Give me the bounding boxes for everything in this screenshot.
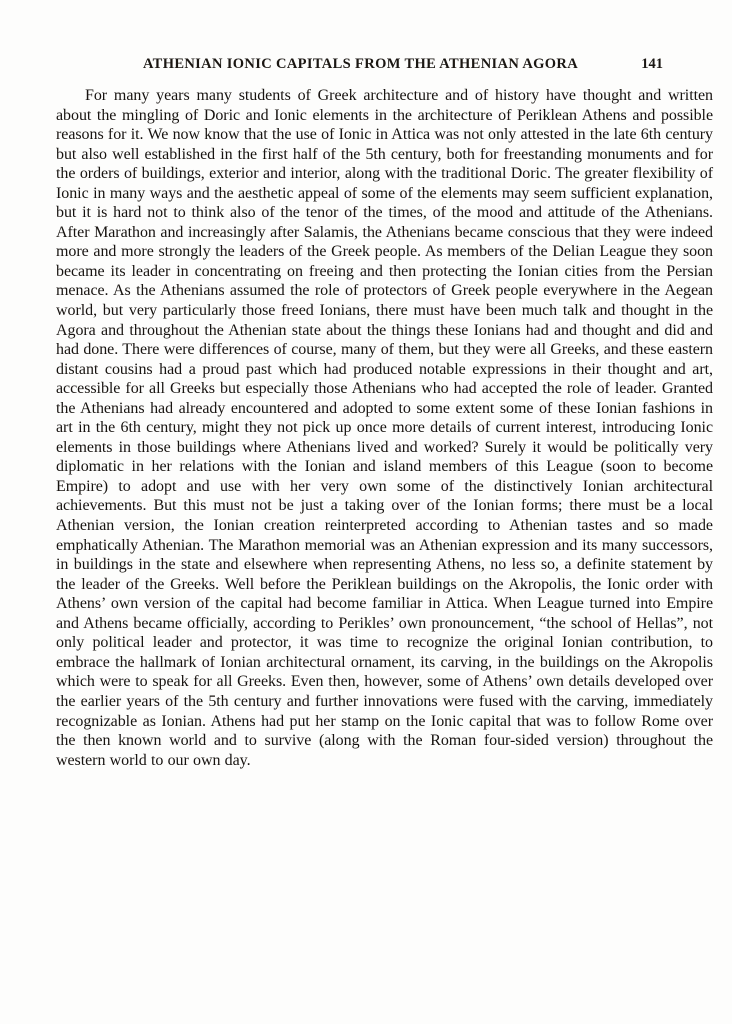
article-body xyxy=(56,86,713,770)
page-number: 141 xyxy=(641,56,663,72)
running-head xyxy=(56,56,713,74)
body-paragraph: For many years many students of Greek architecture and of history have thought and written about the mingling of Doric and Ionic elements in the architecture of Periklean Athens and possible reasons for it. We now know that the use of Ionic in Attica was not only attested in the late 6th century but also well established in the first half of the 5th century, both for freestanding monuments and for the orders of buildings, exterior and interior, along with the traditional Doric. The greater flexibility of Ionic in many ways and the aesthetic appeal of some of the elements may seem sufficient explanation, but it is hard not to think also of the tenor of the times, of the mood and attitude of the Athenians. After Marathon and increasingly after Salamis, the Athenians became conscious that they were indeed more and more strongly the leaders of the Greek people. As members of the Delian League they soon became its leader in concentrating on freeing and then protecting the Ionian cities from the Persian menace. As the Athenians assumed the role of protectors of Greek people everywhere in the Aegean world, but very particularly those freed Ionians, there must have been much talk and thought in the Agora and throughout the Athenian state about the things these Ionians had and thought and did and had done. There were differences of course, many of them, but they were all Greeks, and these eastern distant cousins had a proud past which had produced notable expressions in their thought and art, accessible for all Greeks but especially those Athenians who had accepted the role of leader. Granted the Athenians had already encountered and adopted to some extent some of these Ionian fashions in art in the 6th century, might they not pick up once more details of current interest, introducing Ionic elements in those buildings where Athenians lived and worked? Surely it would be politically very diplomatic in her relations with the Ionian and island members of this League (soon to become Empire) to adopt and use with her very own some of the distinctively Ionian architectural achievements. But this must not be just a taking over of the Ionian forms; there must be a local Athenian version, the Ionian creation reinterpreted according to Athenian tastes and so made emphatically Athenian. The Marathon memorial was an Athenian expression and its many successors, in buildings in the state and elsewhere when representing Athens, no less so, a definite statement by the leader of the Greeks. Well before the Periklean buildings on the Akropolis, the Ionic order with Athens’ own version of the capital had become familiar in Attica. When League turned into Empire and Athens became officially, according to Perikles’ own pronouncement, “the school of Hellas”, not only political leader and protector, it was time to recognize the original Ionian contribution, to embrace the hallmark of Ionian architectural ornament, its carving, in the buildings on the Akropolis which were to speak for all Greeks. Even then, however, some of Athens’ own details developed over the earlier years of the 5th century and further innovations were fused with the carving, immediately recognizable as Ionian. Athens had put her stamp on the Ionic capital that was to follow Rome over the then known world and to survive (along with the Roman four-sided version) throughout the western world to our own day. xyxy=(56,87,713,769)
running-head-title: ATHENIAN IONIC CAPITALS FROM THE ATHENIAN AGORA xyxy=(142,56,579,72)
